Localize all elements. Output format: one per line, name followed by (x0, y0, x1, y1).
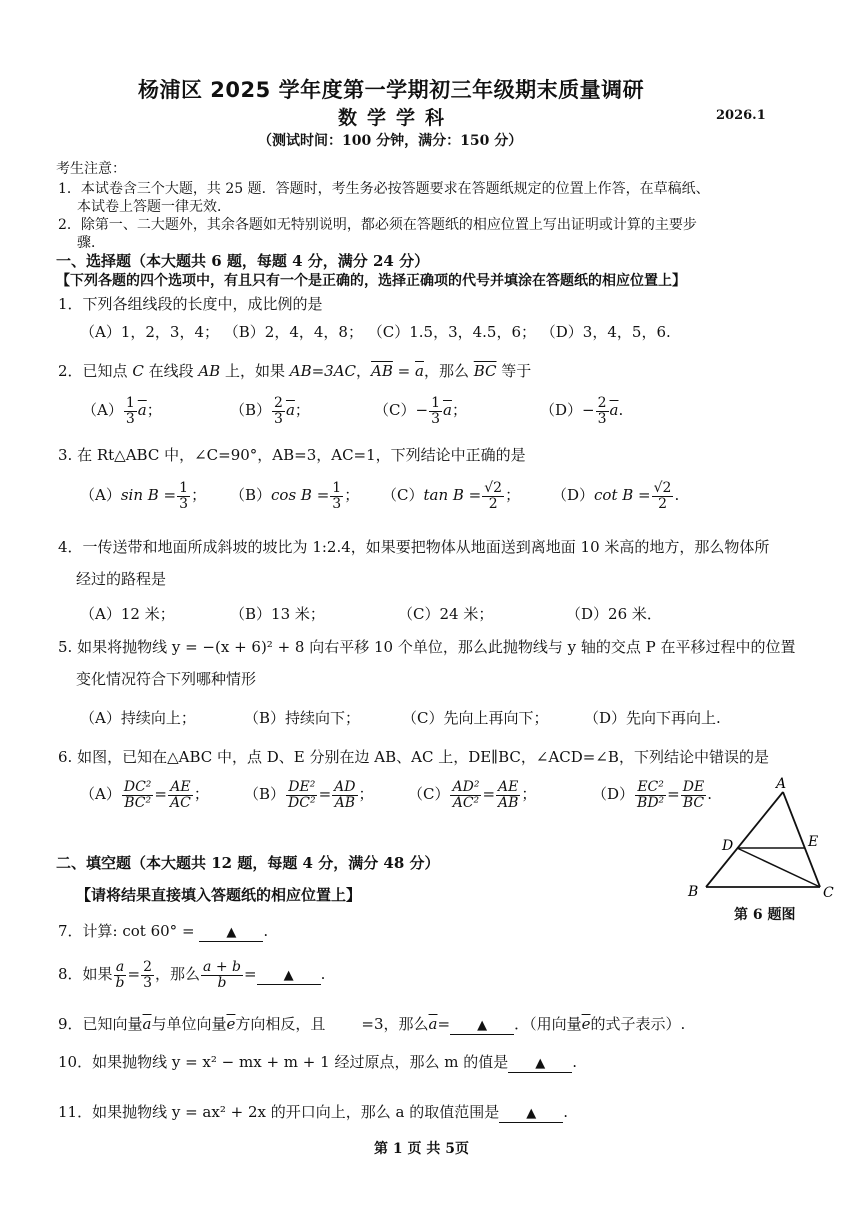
section2-instruction: 【请将结果直接填入答题纸的相应位置上】 (76, 886, 362, 904)
q8-stem: 8．如果 $\frac{a}{b}$ = $\frac{2}{3}$ ，那么 $\frac{a + b}{b}$ = ▲ . (58, 959, 326, 991)
q1-stem: 1．下列各组线段的长度中，成比例的是 (58, 295, 323, 313)
q6-option-b: （B） $\frac{\text{DE²}}{\text{DC²}}$ = $\frac{AD}{AB}$ ； (244, 779, 374, 811)
q4-option-c: （C）24 米； (398, 605, 494, 623)
label-C: C (823, 885, 834, 901)
q3-option-b: （B）cos B = $\frac{1}{3}$ ； (230, 480, 360, 512)
q3-option-d: （D）cot B = $\frac{√2}{2}$ . (552, 480, 680, 512)
q9-answer-blank[interactable]: ▲ (450, 1018, 514, 1035)
time-info: （测试时间：100 分钟，满分：150 分） (258, 133, 523, 149)
q2-option-d: （D）− $\frac{2}{3}$ $\overline{a}$. (540, 395, 624, 427)
q4-stem: 4．一传送带和地面所成斜坡的坡比为 1:2.4，如果要把物体从地面送到离地面 10 米高的地方，那么物体所 (58, 538, 770, 556)
notice-heading: 考生注意： (56, 161, 126, 177)
q5-option-c: （C）先向上再向下； (402, 709, 549, 727)
notice-item: 2．除第一、二大题外，其余各题如无特别说明，都必须在答题纸的相应位置上写出证明或计算的主要步 (58, 217, 697, 233)
q2-option-b: （B） $\frac{2}{3}$ $\overline{a}$； (230, 395, 310, 427)
q6-option-d: （D） $\frac{\text{EC²}}{\text{BD²}}$ = $\frac{DE}{BC}$ . (592, 779, 712, 811)
notice-item: 1．本试卷含三个大题，共 25 题．答题时，考生务必按答题要求在答题纸规定的位置上作答，在草稿纸、 (58, 181, 710, 197)
q10-answer-blank[interactable]: ▲ (508, 1056, 572, 1073)
q4-option-a: （A）12 米； (80, 605, 175, 623)
section1-title: 一、选择题（本大题共 6 题，每题 4 分，满分 24 分） (56, 252, 430, 270)
q2-option-a: （A） $\frac{1}{3}$ $\overline{a}$； (82, 395, 162, 427)
q10-stem: 10．如果抛物线 y = x² − mx + m + 1 经过原点，那么 m 的值是 ▲ . (58, 1053, 577, 1071)
q5-stem-cont: 变化情况符合下列哪种情形 (76, 670, 257, 688)
exam-date: 2026.1 (716, 108, 766, 123)
triangle-figure (680, 770, 850, 920)
label-E: E (808, 834, 819, 850)
section2-title: 二、填空题（本大题共 12 题，每题 4 分，满分 48 分） (56, 854, 440, 872)
q6-option-c: （C） $\frac{\text{AD²}}{\text{AC²}}$ = $\frac{AE}{AB}$ ； (408, 779, 537, 811)
q4-option-d: （D）26 米． (566, 605, 662, 623)
q4-stem-cont: 经过的路程是 (76, 570, 167, 588)
label-D: D (722, 838, 734, 854)
q9-stem: 9．已知向量$\overline{a}$与单位向量$\overline{e}$方向相反，且 =3，那么$\overline{a}=$ ▲ ．（用向量$\overline{e}$的式子表示）. (58, 1015, 686, 1033)
q6-stem: 6. 如图，已知在△ABC 中，点 D、E 分别在边 AB、AC 上，DE∥BC，∠ACD=∠B，下列结论中错误的是 (58, 748, 769, 766)
page-footer: 第 1 页 共 5页 (374, 1141, 469, 1157)
q5-stem: 5. 如果将抛物线 y = −(x + 6)² + 8 向右平移 10 个单位，那么此抛物线与 y 轴的交点 P 在平移过程中的位置 (58, 638, 796, 656)
figure-caption: 第 6 题图 (734, 907, 796, 923)
q4-option-b: （B）13 米； (230, 605, 325, 623)
q7-stem: 7．计算: cot 60° = ▲ . (58, 922, 269, 940)
q7-answer-blank[interactable]: ▲ (199, 925, 263, 942)
q1-options: （A）1，2，3，4； （B）2，4，4，8； （C）1.5，3，4.5，6； （D）3，4，5，6. (80, 323, 671, 341)
q3-option-a: （A）sin B = $\frac{1}{3}$ ； (80, 480, 207, 512)
q5-option-b: （B）持续向下； (244, 709, 361, 727)
exam-title: 杨浦区 2025 学年度第一学期初三年级期末质量调研 (138, 78, 645, 102)
q8-answer-blank[interactable]: ▲ (257, 968, 321, 985)
q3-option-c: （C）tan B = $\frac{√2}{2}$ ； (382, 480, 521, 512)
label-A: A (776, 776, 787, 792)
q2-option-c: （C）− $\frac{1}{3}$ $\overline{a}$； (374, 395, 467, 427)
q6-option-a: （A） $\frac{\text{DC²}}{\text{BC²}}$ = $\frac{AE}{AC}$ ； (80, 779, 209, 811)
notice-item: 本试卷上答题一律无效． (77, 199, 231, 215)
side-AB (706, 792, 783, 887)
label-B: B (688, 884, 699, 900)
q11-stem: 11．如果抛物线 y = ax² + 2x 的开口向上，那么 a 的取值范围是 ▲ . (58, 1103, 568, 1121)
notice-item: 骤． (77, 235, 105, 251)
q11-answer-blank[interactable]: ▲ (499, 1106, 563, 1123)
q2-stem: 2．已知点 C 在线段 AB 上，如果 AB=3AC，$\overline{AB} = \overline{a}$，那么 $\overline{BC}$ 等于 (58, 362, 532, 380)
q5-option-d: （D）先向下再向上. (584, 709, 721, 727)
q5-option-a: （A）持续向上； (80, 709, 196, 727)
q3-stem: 3. 在 Rt△ABC 中，∠C=90°，AB=3，AC=1，下列结论中正确的是 (58, 446, 526, 464)
section1-instruction: 【下列各题的四个选项中，有且只有一个是正确的，选择正确项的代号并填涂在答题纸的相应位置上】 (56, 273, 686, 289)
subject-title: 数学学科 (338, 107, 455, 129)
